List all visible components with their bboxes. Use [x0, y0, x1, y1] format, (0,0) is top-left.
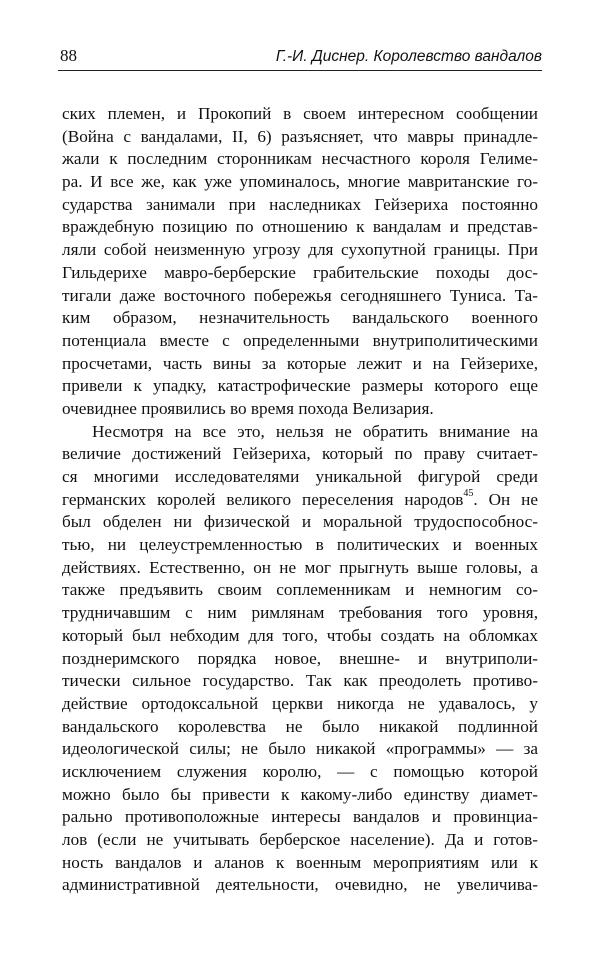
text-segment: . Он не: [473, 489, 538, 509]
running-head: Г.-И. Диснер. Королевство вандалов: [275, 48, 542, 65]
text-line: ра. И все же, как уже упоминалось, многие мавританские го-: [62, 172, 538, 192]
text-line: сударства занимали при наследниках Гейзериха постоянно: [62, 194, 538, 214]
text-line: идеологической силы; не было никакой «программы» — за: [62, 739, 538, 759]
text-line: очевиднее проявились во время похода Велизария.: [62, 398, 434, 418]
text-line: привели к упадку, катастрофические размеры которого еще: [62, 376, 538, 396]
text-line: ность вандалов и аланов к военным мероприятиям или к: [62, 852, 538, 872]
text-line: который был небходим для того, чтобы создать на обломках: [62, 625, 538, 645]
body-text: [62, 103, 538, 897]
text-line: можно было бы привести к какому-либо единству диамет-: [62, 784, 538, 804]
text-line: тью, ни целеустремленностью в политических и военных: [62, 535, 538, 555]
text-line: также предъявить своим соплеменникам и немногим со-: [62, 580, 538, 600]
text-line: величие достижений Гейзериха, который по праву считает-: [62, 444, 538, 464]
text-line: просчетами, часть вины за которые лежит и на Гейзерихе,: [62, 353, 538, 373]
text-line: трудничавшим с ним римлянам требования того уровня,: [62, 603, 538, 623]
text-line: тигали даже восточного побережья сегодняшнего Туниса. Та-: [62, 285, 538, 305]
text-line: исключением служения королю, — с помощью которой: [62, 761, 538, 781]
paragraph-2: [62, 421, 538, 897]
text-line: ким образом, незначительность вандальского военного: [62, 308, 538, 328]
text-line: действиях. Естественно, он не мог прыгнуть выше головы, а: [62, 557, 538, 577]
text-line-with-footnote: [62, 489, 538, 512]
page-number: 88: [60, 46, 77, 65]
text-line: административной деятельности, очевидно, не увеличива-: [62, 875, 538, 895]
text-line: вандальского королевства не было никакой подлинной: [62, 716, 538, 736]
text-line: потенциала вместе с определенными внутриполитическими: [62, 330, 538, 350]
text-line: лов (если не учитывать берберское население). Да и готов-: [62, 830, 538, 849]
text-line: ских племен, и Прокопий в своем интересном сообщении: [62, 104, 538, 123]
text-line: рально противоположные интересы вандалов и провинциа-: [62, 807, 538, 827]
text-line: Гильдерихе мавро-берберские грабительские походы дос-: [62, 262, 538, 282]
text-line: был обделен ни физической и моральной трудоспособнос-: [62, 512, 538, 532]
text-line: ся многими исследователями уникальной фигурой среди: [62, 467, 538, 486]
text-line: враждебную позицию по отношению к вандалам и представ-: [62, 217, 538, 237]
text-line: Несмотря на все это, нельзя не обратить внимание на: [92, 421, 538, 441]
text-line: ляли собой неизменную угрозу для сухопутной границы. При: [62, 240, 538, 260]
text-segment: германских королей великого переселения народов: [62, 489, 464, 509]
text-line: действие ортодоксальной церкви никогда не удавалось, у: [62, 693, 538, 713]
footnote-ref[interactable]: 45: [463, 487, 474, 499]
page-header: [58, 44, 542, 71]
paragraph-1: [62, 103, 538, 421]
text-line: позднеримского порядка новое, внешне- и внутриполи-: [62, 648, 538, 668]
text-line: жали к последним сторонникам несчастного короля Гелиме-: [62, 149, 538, 169]
text-line: (Война с вандалами, II, 6) разъясняет, что мавры принадле-: [62, 126, 538, 146]
text-line: тически сильное государство. Так как преодолеть противо-: [62, 671, 538, 691]
